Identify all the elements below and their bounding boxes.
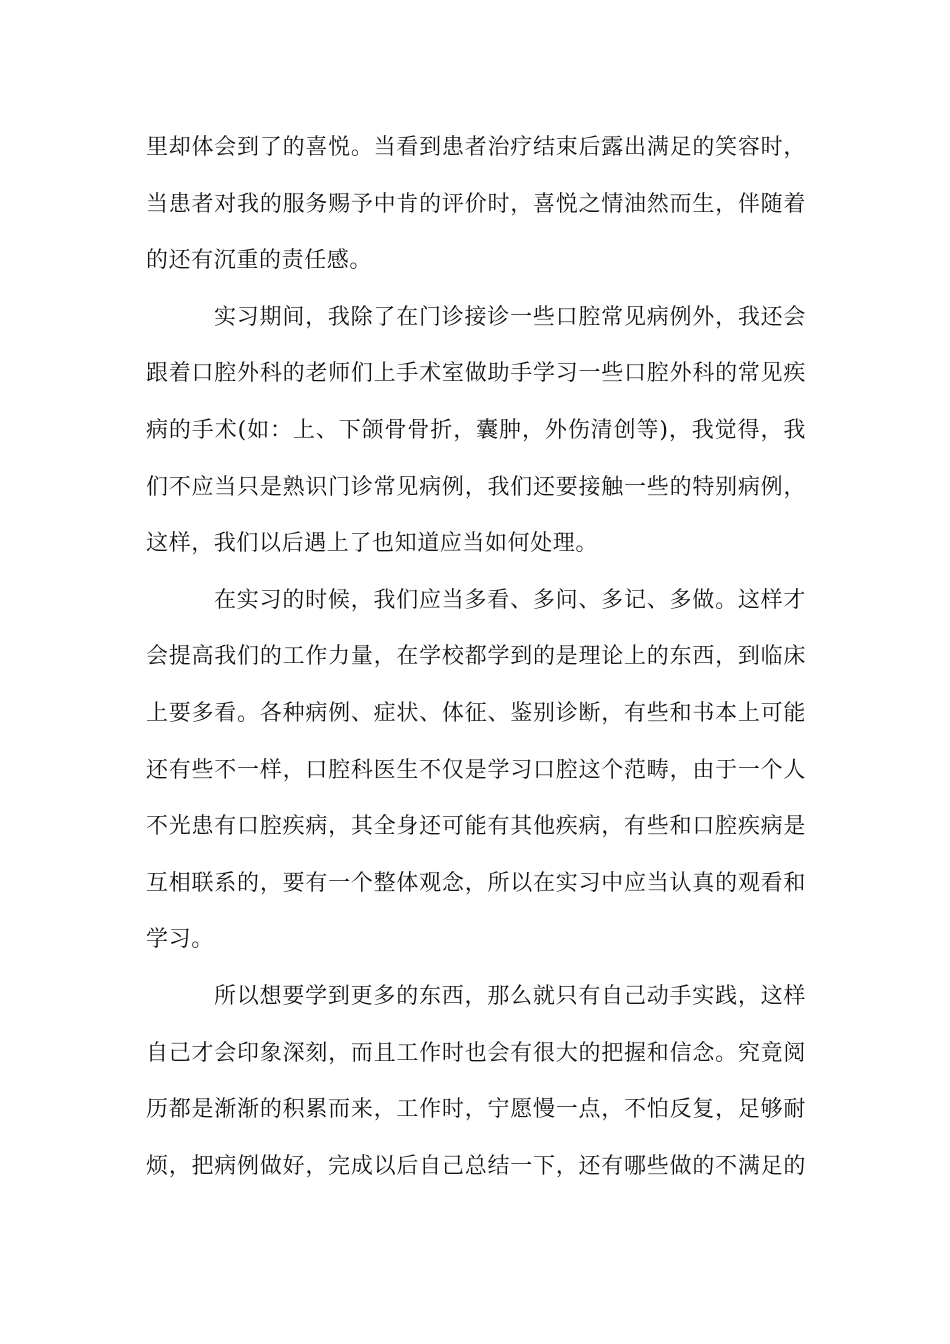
text-line: 互相联系的，要有一个整体观念，所以在实习中应当认真的观看和 [146,870,806,896]
text-line: 会提高我们的工作力量，在学校都学到的是理论上的东西，到临床 [146,644,806,670]
text-line: 跟着口腔外科的老师们上手术室做助手学习一些口腔外科的常见疾 [146,361,806,387]
text-line: 里却体会到了的喜悦。当看到患者治疗结束后露出满足的笑容时， [146,135,806,160]
text-line: 还有些不一样，口腔科医生不仅是学习口腔这个范畴，由于一个人 [146,757,806,783]
text-line: 烦，把病例做好，完成以后自己总结一下，还有哪些做的不满足的 [146,1153,806,1179]
paragraph-3 [146,573,806,969]
text-line: 这样，我们以后遇上了也知道应当如何处理。 [146,531,599,557]
text-line: 当患者对我的服务赐予中肯的评价时，喜悦之情油然而生，伴随着 [146,191,806,217]
paragraph-1 [146,120,806,290]
paragraph-4 [146,969,806,1195]
text-line: 自己才会印象深刻，而且工作时也会有很大的把握和信念。究竟阅 [146,1040,806,1066]
text-line: 实习期间，我除了在门诊接诊一些口腔常见病例外，我还会 [214,304,806,330]
text-line: 在实习的时候，我们应当多看、多问、多记、多做。这样才 [214,587,806,613]
text-line: 所以想要学到更多的东西，那么就只有自己动手实践，这样 [214,983,806,1009]
text-line: 历都是渐渐的积累而来，工作时，宁愿慢一点，不怕反复，足够耐 [146,1097,806,1123]
document-body [146,120,806,1195]
text-line: 上要多看。各种病例、症状、体征、鉴别诊断，有些和书本上可能 [146,700,806,726]
text-line: 不光患有口腔疾病，其全身还可能有其他疾病，有些和口腔疾病是 [146,814,806,840]
paragraph-2 [146,290,806,573]
text-line: 们不应当只是熟识门诊常见病例，我们还要接触一些的特别病例， [146,474,806,500]
text-line: 病的手术(如：上、下颌骨骨折，囊肿，外伤清创等)，我觉得，我 [146,417,806,443]
text-line: 的还有沉重的责任感。 [146,248,373,274]
text-line: 学习。 [146,927,214,953]
